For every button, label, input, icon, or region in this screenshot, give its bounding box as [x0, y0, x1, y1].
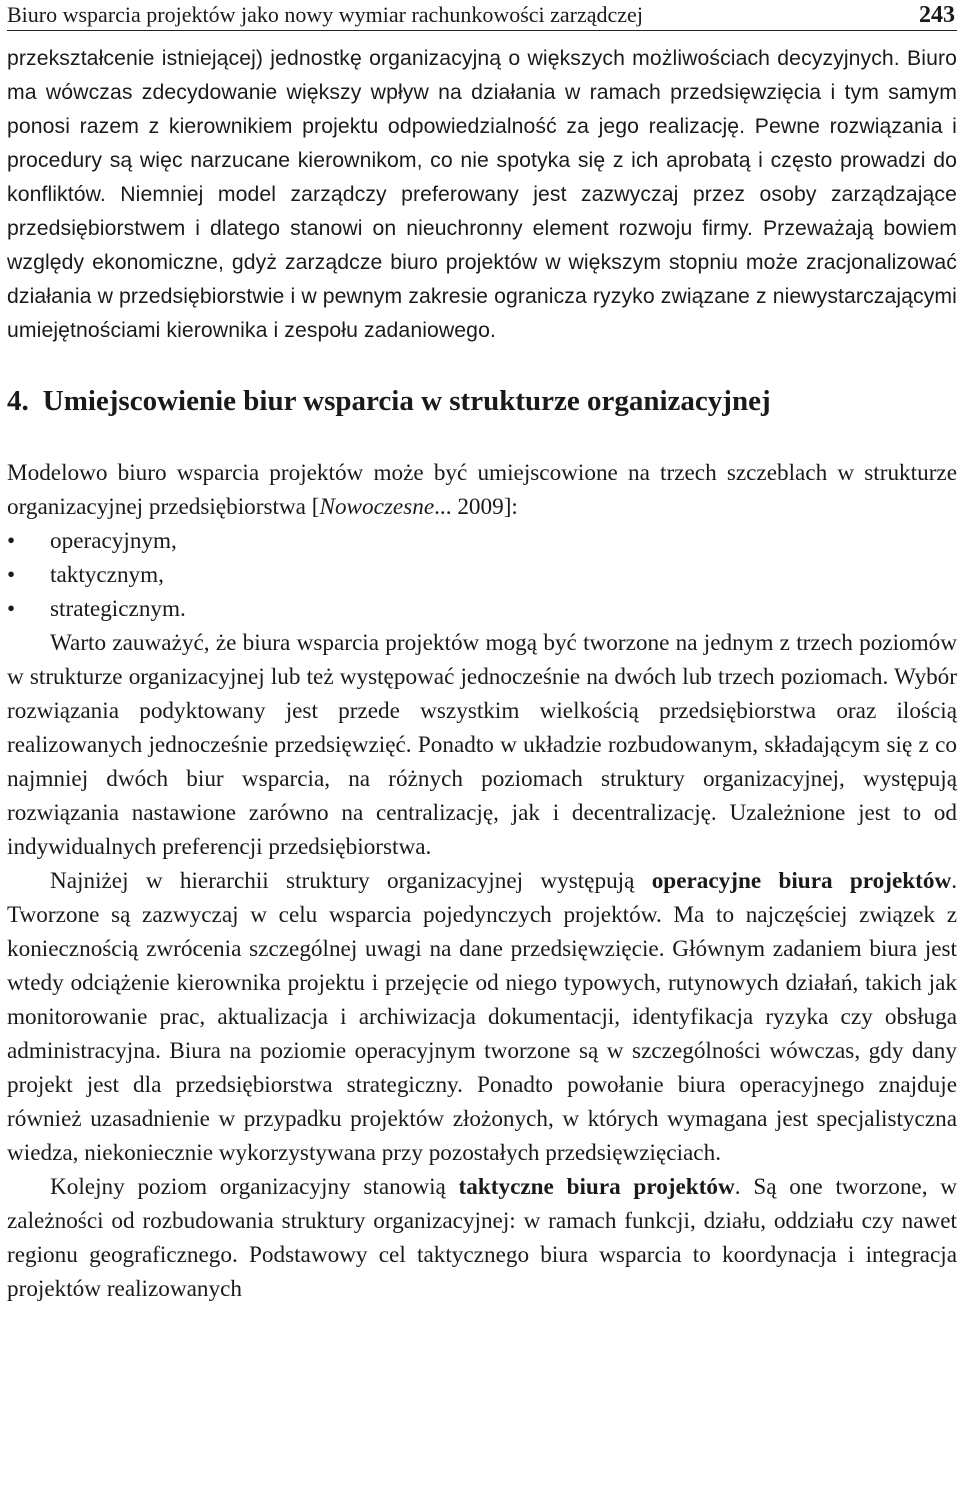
list-item: • strategicznym. [7, 592, 957, 626]
section-title: Umiejscowienie biur wsparcia w strukturze organizacyjnej [42, 385, 771, 417]
section-heading [7, 384, 957, 418]
level-list [7, 524, 957, 626]
running-header [7, 0, 957, 31]
paragraph-intro: Modelowo biuro wsparcia projektów może być umiejscowione na trzech szczeblach w strukturze organizacyjnej przedsiębiorstwa [Nowoczesne... 2009]: [7, 460, 957, 520]
key-term: taktyczne biura projektów [458, 1174, 735, 1200]
citation: Nowoczesne [319, 494, 435, 520]
paragraph: Warto zauważyć, że biura wsparcia projektów mogą być tworzone na jednym z trzech poziomów w strukturze organizacyjnej lub też występować jednocześnie na dwóch lub trzech poziomach. Wybór rozwiązania podyktowany jest przede wszystkim wielkością przedsiębiorstwa oraz ilością realizowanych jednocześnie przedsięwzięć. Ponadto w układzie rozbudowanym, składającym się z co najmniej dwóch biur wsparcia, na różnych poziomach struktury organizacyjnej, występują rozwiązania nastawione zarówno na centralizację, jak i decentralizację. Uzależnione jest to od indywidualnych preferencji przedsiębiorstwa. [7, 630, 957, 860]
list-item: • operacyjnym, [7, 524, 957, 558]
paragraph: Najniżej w hierarchii struktury organizacyjnej występują operacyjne biura projektów. Tworzone są zazwyczaj w celu wsparcia pojedynczych projektów. Ma to najczęściej związek z koniecznością zwrócenia szczególnej uwagi na dane przedsięwzięcie. Głównym zadaniem biura jest wtedy odciążenie kierownika projektu i przejęcie od niego typowych, rutynowych działań, takich jak monitorowanie prac, aktualizacja i archiwizacja dokumentacji, identyfikacja ryzyka czy obsługa administracyjna. Biura na poziomie operacyjnym tworzone są w szczególności wówczas, gdy dany projekt jest dla przedsiębiorstwa strategiczny. Ponadto powołanie biura operacyjnego znajduje również uzasadnienie w przypadku projektów złożonych, w których wymagana jest specjalistyczna wiedza, niekoniecznie wykorzystywana przy pozostałych przedsięwzięciach. [7, 868, 958, 1166]
page-body [7, 42, 957, 1306]
list-item: • taktycznym, [7, 558, 957, 592]
paragraph: Kolejny poziom organizacyjny stanowią taktyczne biura projektów. Są one tworzone, w zależności od rozbudowania struktury organizacyjnej: w ramach funkcji, działu, oddziału czy nawet regionu geograficznego. Podstawowy cel taktycznego biura wsparcia to koordynacja i integracja projektów realizowanych [7, 1174, 958, 1302]
running-title: Biuro wsparcia projektów jako nowy wymiar rachunkowości zarządczej [7, 2, 643, 27]
section-number: 4. [7, 385, 29, 417]
page-number: 243 [919, 2, 955, 28]
paragraph-continuation: przekształcenie istniejącej) jednostkę organizacyjną o większych możliwościach decyzyjnych. Biuro ma wówczas zdecydowanie większy wpływ na działania w ramach przedsięwzięcia i tym samym ponosi razem z kierownikiem projektu odpowiedzialność za jego realizację. Pewne rozwiązania i procedury są więc narzucane kierownikom, co nie spotyka się z ich aprobatą i często prowadzi do konfliktów. Niemniej model zarządczy preferowany jest zazwyczaj przez osoby zarządzające przedsiębiorstwem i dlatego stanowi on nieuchronny element rozwoju firmy. Przeważają bowiem względy ekonomiczne, gdyż zarządcze biuro projektów w większym stopniu może zracjonalizować działania w przedsiębiorstwie i w pewnym zakresie ogranicza ryzyko związane z niewystarczającymi umiejętnościami kierownika i zespołu zadaniowego. [7, 47, 957, 342]
key-term: operacyjne biura projektów [651, 868, 952, 894]
